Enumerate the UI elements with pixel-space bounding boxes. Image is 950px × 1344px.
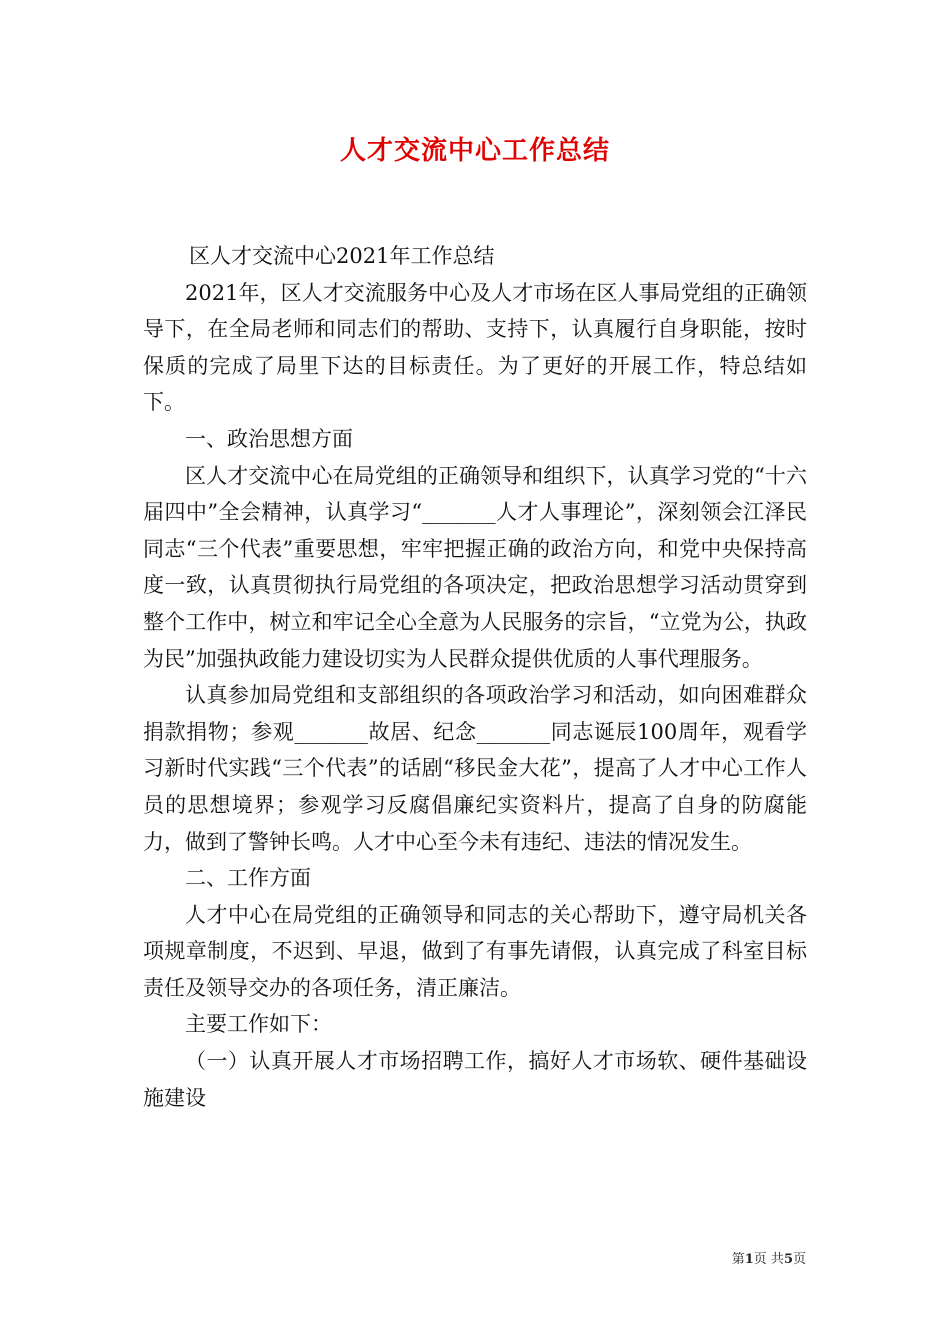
- footer-middle: 页 共: [753, 1252, 784, 1267]
- section-heading-work: 二、工作方面: [185, 866, 311, 891]
- footer-total-pages: 5: [783, 1252, 793, 1267]
- footer-current-page: 1: [744, 1252, 754, 1267]
- paragraph-work-item-1: （一）认真开展人才市场招聘工作，搞好人才市场软、硬件基础设施建设: [143, 1049, 807, 1110]
- document-title: 人才交流中心工作总结: [339, 136, 610, 166]
- footer-prefix: 第: [731, 1252, 745, 1267]
- section-heading-politics: 一、政治思想方面: [185, 426, 353, 451]
- footer-suffix: 页: [792, 1252, 806, 1267]
- paragraph-politics-study: 区人才交流中心在局党组的正确领导和组织下，认真学习党的“十六届四中”全会精神，认真学习“_______人才人事理论”，深刻领会江泽民同志“三个代表”重要思想，牢牢把握正确的政治方向，和党中央保持高度一致，认真贯彻执行局党组的各项决定，把政治思想学习活动贯穿到整个工作中，树立和牢记全心全意为人民服务的宗旨，“立党为公，执政为民”加强执政能力建设切实为人民群众提供优质的人事代理服务。: [143, 463, 807, 671]
- document-body: [143, 238, 807, 1116]
- paragraph-work-discipline: 人才中心在局党组的正确领导和同志的关心帮助下，遵守局机关各项规章制度，不迟到、早退，做到了有事先请假，认真完成了科室目标责任及领导交办的各项任务，清正廉洁。: [143, 902, 807, 1000]
- document-subtitle: 区人才交流中心2021年工作总结: [189, 244, 495, 268]
- paragraph-politics-activities: 认真参加局党组和支部组织的各项政治学习和活动，如向困难群众捐款捐物；参观_______故居、纪念_______同志诞辰100周年，观看学习新时代实践“三个代表”的话剧“移民金大花”，提高了人才中心工作人员的思想境界；参观学习反腐倡廉纪实资料片，提高了自身的防腐能力，做到了警钟长鸣。人才中心至今未有违纪、违法的情况发生。: [143, 683, 807, 854]
- paragraph-main-work-intro: 主要工作如下：: [185, 1012, 332, 1037]
- page-number-footer: [732, 1248, 806, 1267]
- paragraph-intro: 2021年，区人才交流服务中心及人才市场在区人事局党组的正确领导下，在全局老师和同志们的帮助、支持下，认真履行自身职能，按时保质的完成了局里下达的目标责任。为了更好的开展工作，特总结如下。: [143, 280, 807, 415]
